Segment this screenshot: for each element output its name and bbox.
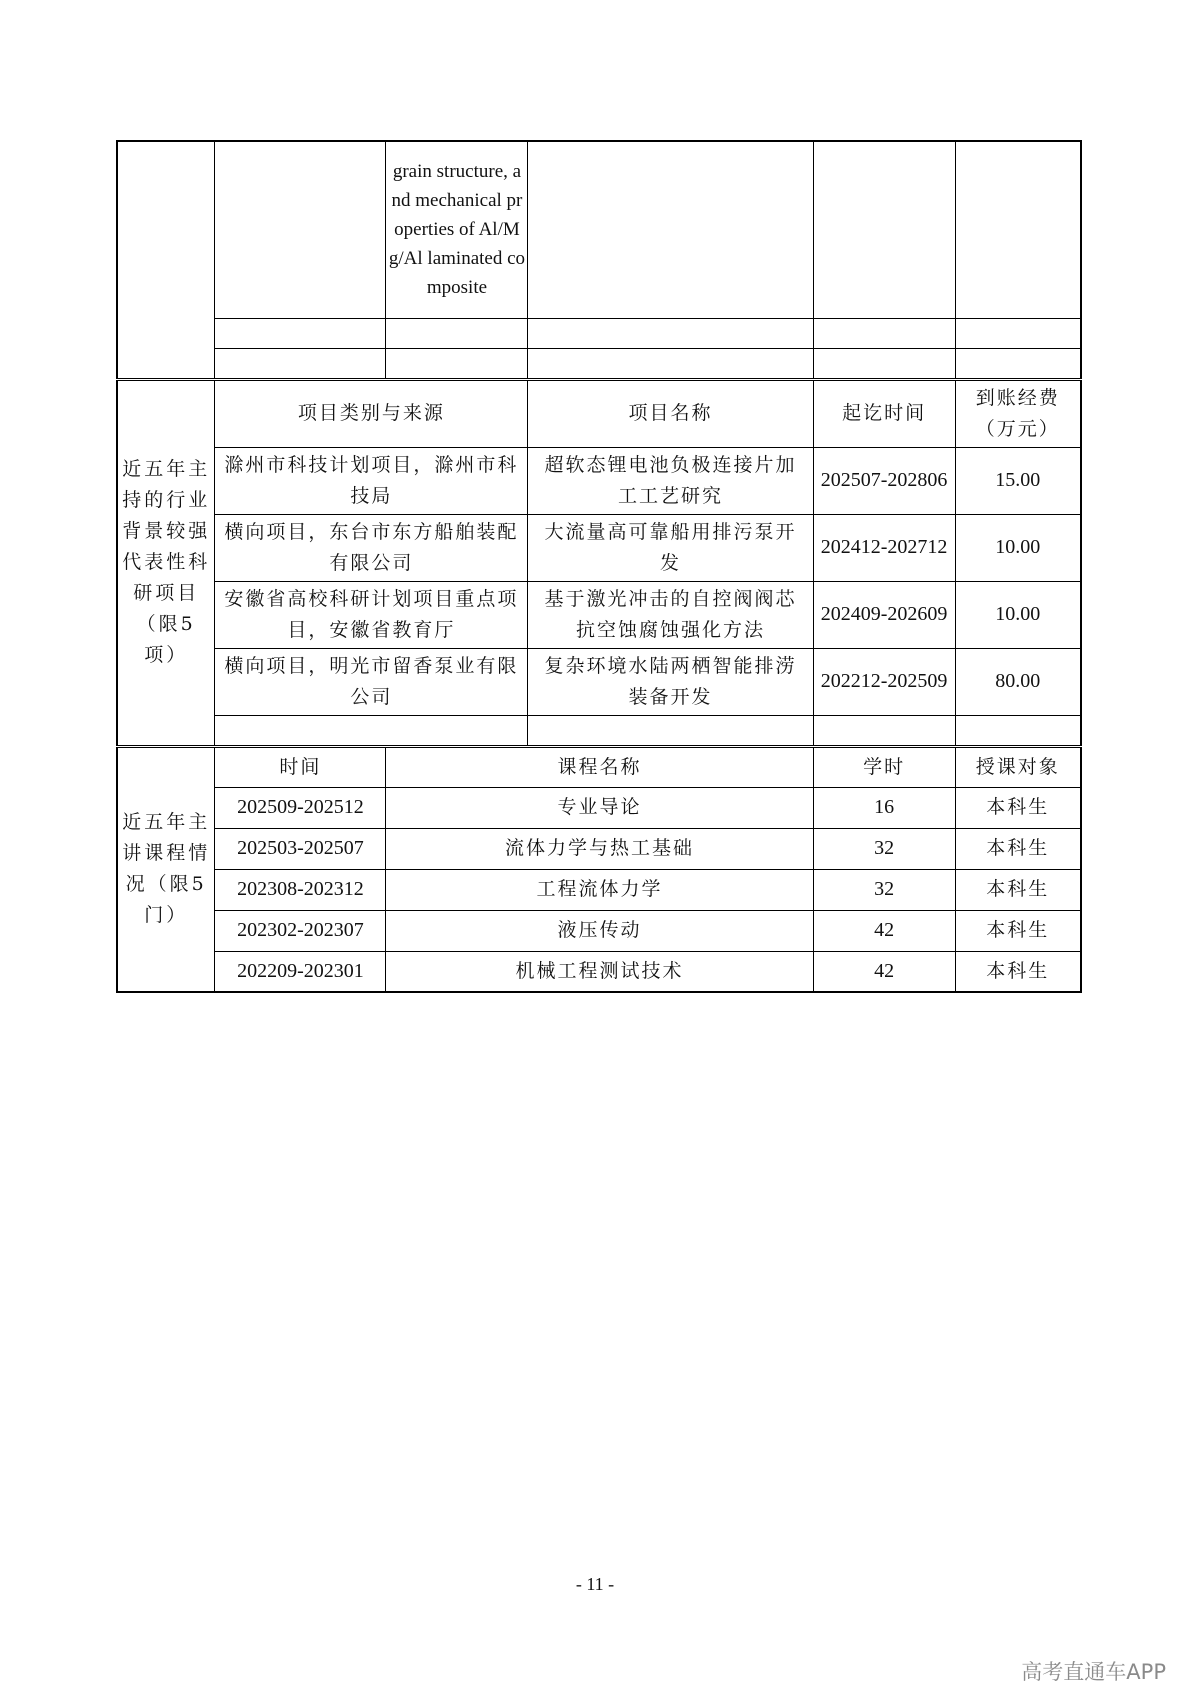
empty-cell: [955, 348, 1081, 379]
empty-cell: [813, 141, 955, 318]
empty-cell: [215, 715, 528, 746]
project-period: 202507-202806: [813, 447, 955, 514]
projects-header-funding: 到账经费（万元）: [955, 379, 1081, 447]
project-period: 202212-202509: [813, 648, 955, 715]
projects-header-name: 项目名称: [528, 379, 813, 447]
course-hours: 32: [813, 869, 955, 910]
projects-side-label: 近五年主持的行业背景较强代表性科研项目（限5项）: [117, 379, 215, 746]
project-row-empty: [117, 715, 1081, 746]
course-audience: 本科生: [955, 828, 1081, 869]
course-hours: 42: [813, 951, 955, 992]
project-funding: 15.00: [955, 447, 1081, 514]
course-name: 流体力学与热工基础: [386, 828, 813, 869]
course-name: 专业导论: [386, 787, 813, 828]
course-name: 液压传动: [386, 910, 813, 951]
course-audience: 本科生: [955, 910, 1081, 951]
project-row: [117, 514, 1081, 581]
empty-cell: [813, 715, 955, 746]
project-period: 202409-202609: [813, 581, 955, 648]
course-row: [117, 787, 1081, 828]
project-name: 超软态锂电池负极连接片加工工艺研究: [528, 447, 813, 514]
courses-header-name: 课程名称: [386, 746, 813, 787]
course-row: [117, 828, 1081, 869]
course-time: 202509-202512: [215, 787, 386, 828]
course-audience: 本科生: [955, 787, 1081, 828]
course-row: [117, 951, 1081, 992]
page-number: - 11 -: [575, 1574, 615, 1594]
project-funding: 80.00: [955, 648, 1081, 715]
empty-cell: [215, 141, 386, 318]
project-row: [117, 648, 1081, 715]
empty-cell: [813, 348, 955, 379]
courses-header-time: 时间: [215, 746, 386, 787]
projects-header-source: 项目类别与来源: [215, 379, 528, 447]
empty-cell: [528, 141, 813, 318]
course-time: 202503-202507: [215, 828, 386, 869]
project-name: 复杂环境水陆两栖智能排涝装备开发: [528, 648, 813, 715]
course-time: 202302-202307: [215, 910, 386, 951]
empty-cell: [813, 318, 955, 348]
projects-header-period: 起讫时间: [813, 379, 955, 447]
project-name: 基于激光冲击的自控阀阀芯抗空蚀腐蚀强化方法: [528, 581, 813, 648]
project-period: 202412-202712: [813, 514, 955, 581]
course-name: 机械工程测试技术: [386, 951, 813, 992]
project-funding: 10.00: [955, 514, 1081, 581]
project-row: [117, 581, 1081, 648]
course-audience: 本科生: [955, 869, 1081, 910]
continuation-side-cell: [117, 141, 215, 379]
empty-cell: [528, 318, 813, 348]
course-time: 202209-202301: [215, 951, 386, 992]
empty-cell: [215, 318, 386, 348]
project-source: 横向项目，东台市东方船舶装配有限公司: [215, 514, 528, 581]
watermark: 高考直通车APP: [1021, 1660, 1166, 1684]
course-row: [117, 869, 1081, 910]
empty-cell: [955, 715, 1081, 746]
project-source: 安徽省高校科研计划项目重点项目，安徽省教育厅: [215, 581, 528, 648]
project-row: [117, 447, 1081, 514]
empty-cell: [386, 348, 528, 379]
course-audience: 本科生: [955, 951, 1081, 992]
project-source: 横向项目，明光市留香泵业有限公司: [215, 648, 528, 715]
empty-cell: [528, 348, 813, 379]
empty-cell: [215, 348, 386, 379]
courses-header-hours: 学时: [813, 746, 955, 787]
course-hours: 42: [813, 910, 955, 951]
course-hours: 32: [813, 828, 955, 869]
course-name: 工程流体力学: [386, 869, 813, 910]
course-row: [117, 910, 1081, 951]
form-table: [116, 140, 1082, 993]
courses-header-audience: 授课对象: [955, 746, 1081, 787]
empty-cell: [955, 318, 1081, 348]
project-source: 滁州市科技计划项目，滁州市科技局: [215, 447, 528, 514]
courses-side-label: 近五年主讲课程情况（限5门）: [117, 746, 215, 992]
course-time: 202308-202312: [215, 869, 386, 910]
empty-cell: [528, 715, 813, 746]
empty-cell: [386, 318, 528, 348]
empty-cell: [955, 141, 1081, 318]
paper-title-tail: grain structure, and mechanical properties of Al/Mg/Al laminated composite: [386, 141, 528, 318]
course-hours: 16: [813, 787, 955, 828]
project-name: 大流量高可靠船用排污泵开发: [528, 514, 813, 581]
project-funding: 10.00: [955, 581, 1081, 648]
